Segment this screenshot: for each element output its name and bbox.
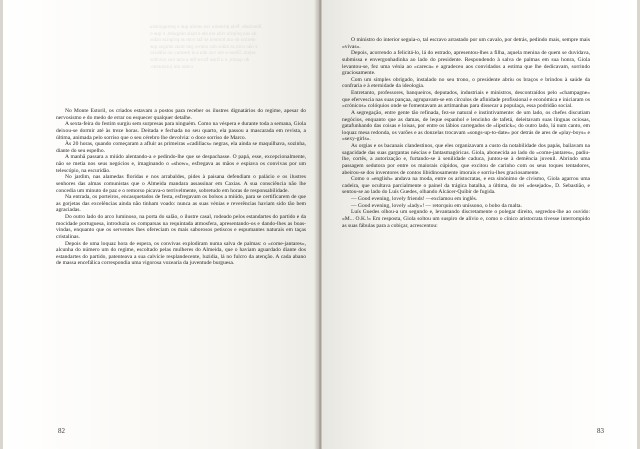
paragraph: Na entrada, os porteiros, encasquetados de festa, esfregavam os bolsos a miúdo, para se certificarem de que as gorjetas das excelências ainda não tinham voado: nunca as suas vénias e reverências haviam sido tão bem agraciadas. bbox=[56, 194, 306, 214]
left-page bbox=[0, 0, 318, 449]
paragraph: No jardim, nas alamedas floridas e nos arrabaldes, pides à paisana defendiam o palácio e os ilustres senhores das almas comunistas que o Almeida mandara assassinar em Caxias. A sua consciência não lhe concedia um minuto de paz e o remorso picava-o terrivelmente, sobretudo em horas de responsabilidade. bbox=[56, 174, 306, 194]
paragraph: Como o «english» andava na moda, entre os aristocratas, e era sinónimo de civismo, Giola agarrou uma cadeira, que ocultava parcialmente o painel da trágica batalha, a última, do rei «desejado», D. Sebastião, e sentou-se ao lado do Luís Guedes, olhando Alcácer-Quibir de fugida. bbox=[342, 176, 590, 196]
right-page bbox=[322, 0, 640, 449]
paragraph: A segregação, entre gente tão refinada, fez-se natural e instintivamente: de um lado, os chefes discutiam negócios, enquanto que as damas, de leque espanhol e lencinho de tafetá, deleitavam suas línguas ociosas, gatafunhando das coisas e loisas, por entre os lábios carregados de «lipstick»; do outro lado, lá num canto, em loquaz mesa redonda, os varões e as donzelas trocavam «songs-up-to-date» por detrás de ares de «play-boys» e «sexy-girls». bbox=[342, 109, 590, 143]
paragraph: No Monte Estoril, os criados estavam a postos para receber os ilustres dignatários do regime, apesar do nervosismo e do medo de errar ou esquecer qualquer detalhe. bbox=[56, 108, 306, 121]
paragraph: A manhã passara a miúdo alentando-a e pedindo-lhe que se despachasse. O papá, esse, excepcionalmente, não se metia nos seus negócios e, imaginando o «show», esfregava as mãos e espiava os convivas por um telescópio, na escuridão. bbox=[56, 154, 306, 174]
page-number-right: 83 bbox=[597, 427, 604, 435]
ghost-line: e não com as mãos dos outros, por mais amigas que bbox=[150, 43, 258, 50]
ghost-line: liberdade. Pela primeira vez sentiu que o protagonista bbox=[150, 24, 262, 30]
dialogue-line: — Good evening, lovely «lady»! — retorquiu em uníssono, o bobo da malta. bbox=[351, 202, 522, 209]
left-page-body bbox=[56, 108, 306, 267]
paragraph: A sexta-feira do festim surgiu sem surpresas para ninguém. Como na véspera e durante toda a semana, Giola deixou-se dormir até às treze horas. Deitada e fechada no seu quarto, ela passou a mascarada em revista, a última, animada pelo sorriso que o seu cérebro lhe devolvia: o doce sorriso de Marco. bbox=[56, 121, 306, 141]
ghost-line: como um juramento. bbox=[150, 63, 194, 70]
paragraph: Do outro lado do arco luminoso, na porta do salão, o ilustre casal, rodeado pelos estandartes do partido e da mocidade portuguesa, introduzia os comparsas na requintada atmosfera, apresentando-os e dando-lhes as boas-vindas, enquanto que os serventes lhes ofereciam os mais saborosos petiscos e espumantes naturais em taças cristalinas. bbox=[56, 214, 306, 240]
paragraph: O ministro do interior seguia-o, tal escravo arrastado por um cavalo, por detrás, pedindo mais, sempre mais «vivas». bbox=[342, 37, 590, 50]
dialogue-line: — Good evening, lovely friends! —exclamou em inglês. bbox=[351, 196, 478, 202]
paragraph: Com um simples obrigado, instalado no seu trono, o presidente abriu os braços e brindou à saúde da confraria e à eternidade da ideologia. bbox=[342, 76, 590, 90]
ghost-line: destino de um homem se faz com as próprias mãos bbox=[150, 37, 256, 44]
page-number-left: 82 bbox=[58, 427, 65, 435]
paragraph: Luís Guedes olhou-a um segundo e, levantando discretamente o polegar direito, segredou-lhe ao ouvido: «M... O.K.!» Em resposta, Giola soltou um suspiro de alívio e, como o cínico aristocrata tivesse interrompido as suas fábulas para a cobiçar, acrescentou: bbox=[342, 209, 590, 229]
ghost-line: sejam. Disse-o em voz alta a si mesmo, no silêncio bbox=[150, 50, 256, 57]
bleed-through-text bbox=[150, 24, 300, 70]
paragraph: Depois de uma loquaz hora de espera, os convivas explodiram numa salva de palmas: o «come-jantares», alcunha do número um do regime, escoltado pelas mulheres do Almeida, que o haviam aguardado diante dos estandartes do partido, patenteava a sua calvície resplandecente, luzidia, lá no fulcro da atenção. A cada abano de massa encefálica correspondia uma vigorosa vozearia da juventude burguesa. bbox=[56, 240, 306, 267]
paragraph: Depois, acorrendo a felicitá-lo, lá do estrado, apresentou-lhes a filha, aquela menina de quem se duvidava, submissa e envergonhadinha ao lado do presidente. Respondendo à salva de palmas em sua honra, Giola levantou-se, fez uma vénia ao «careca» e agradeceu aos convidados a estima que lhe dedicavam, sorrindo graciosamente. bbox=[342, 50, 590, 77]
paragraph: Entretanto, professores, banqueiros, deputados, industriais e ministros, descontraídos pelo «champagne» que efervescia nas suas pançaa, agrupavam-se em círculos de afinidade profissional e económica e iniciaram os «crónicos» colóquios onde se fomentavam as artimanhas para dissecar a populaça, essa podridão social. bbox=[342, 90, 590, 110]
paragraph: Às 20 horas, quando começaram a afluir as primeiras «cadillacs» negras, ela ainda se maquilhava, sozinha, diante do seu espelho. bbox=[56, 141, 306, 154]
ghost-line: do quarto, e a frase ficou-lhe a soar nos ouvidos bbox=[150, 56, 250, 63]
left-page-edge bbox=[0, 0, 3, 449]
right-page-body bbox=[342, 37, 590, 229]
paragraph: As orgias e os bacanais clandestinos, que eles organizavam a custo da notabilidade dos papás, bailavam na sagacidade das suas gargantas néscias e fantasmagóricas. Giola, abonecida ao lado do «come-jantares», padiu-lhe, cortês, a autorização e, furtando-se à senilidade caduca, juntou-se à demência juvenil. Abrindo uma passagem sedutora por entre os maiorais cúpidos, que excitou de carinho com os seus toques tentadores, abeirou-se dos inventores de contos libidinosamente imorais e sorriu-lhes graciosamente. bbox=[342, 143, 590, 176]
ghost-line: da sua própria vida era ele e mais ninguém, e que o bbox=[150, 30, 257, 37]
